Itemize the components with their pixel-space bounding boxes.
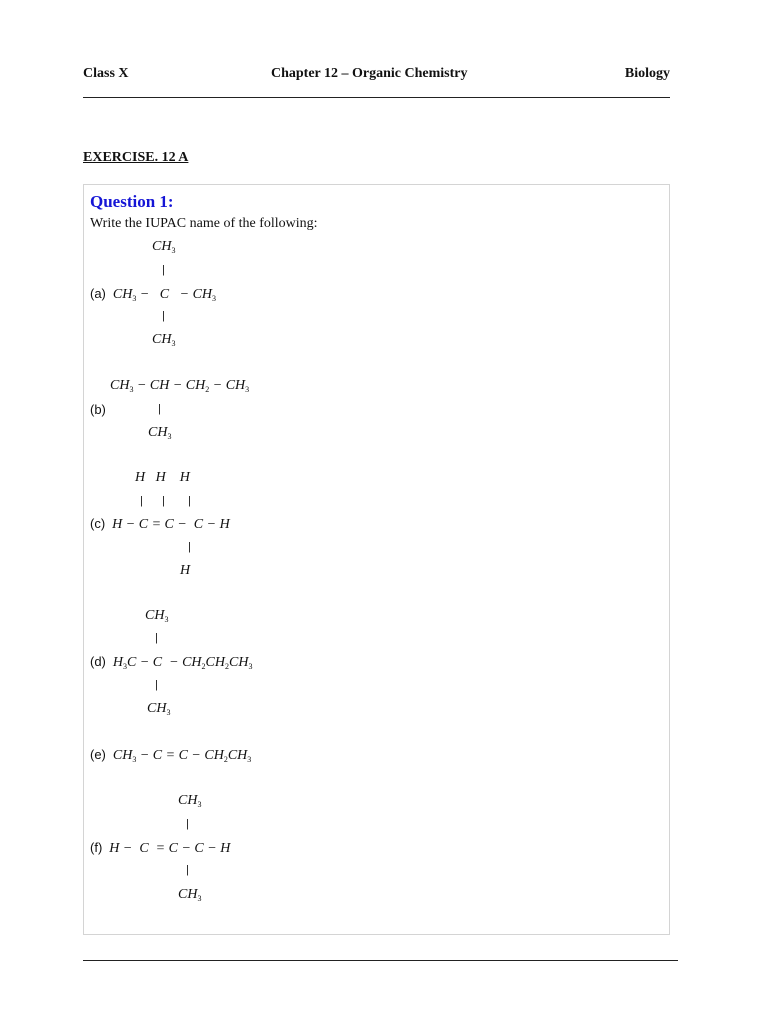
label-d: (d): [90, 654, 106, 669]
label-a: (a): [90, 286, 106, 301]
header-chapter: Chapter 12 – Organic Chemistry: [271, 66, 468, 81]
header-rule: [83, 97, 670, 98]
exercise-heading: EXERCISE. 12 A: [83, 150, 189, 165]
header-class: Class X: [83, 66, 129, 81]
label-e: (e): [90, 747, 106, 762]
label-f: (f): [90, 840, 103, 855]
question-title: Question 1:: [90, 192, 174, 211]
footer-rule: [83, 960, 678, 961]
header-subject: Biology: [624, 66, 670, 81]
question-prompt: Write the IUPAC name of the following:: [90, 216, 318, 231]
label-b: (b): [90, 402, 106, 417]
label-c: (c): [90, 516, 106, 531]
